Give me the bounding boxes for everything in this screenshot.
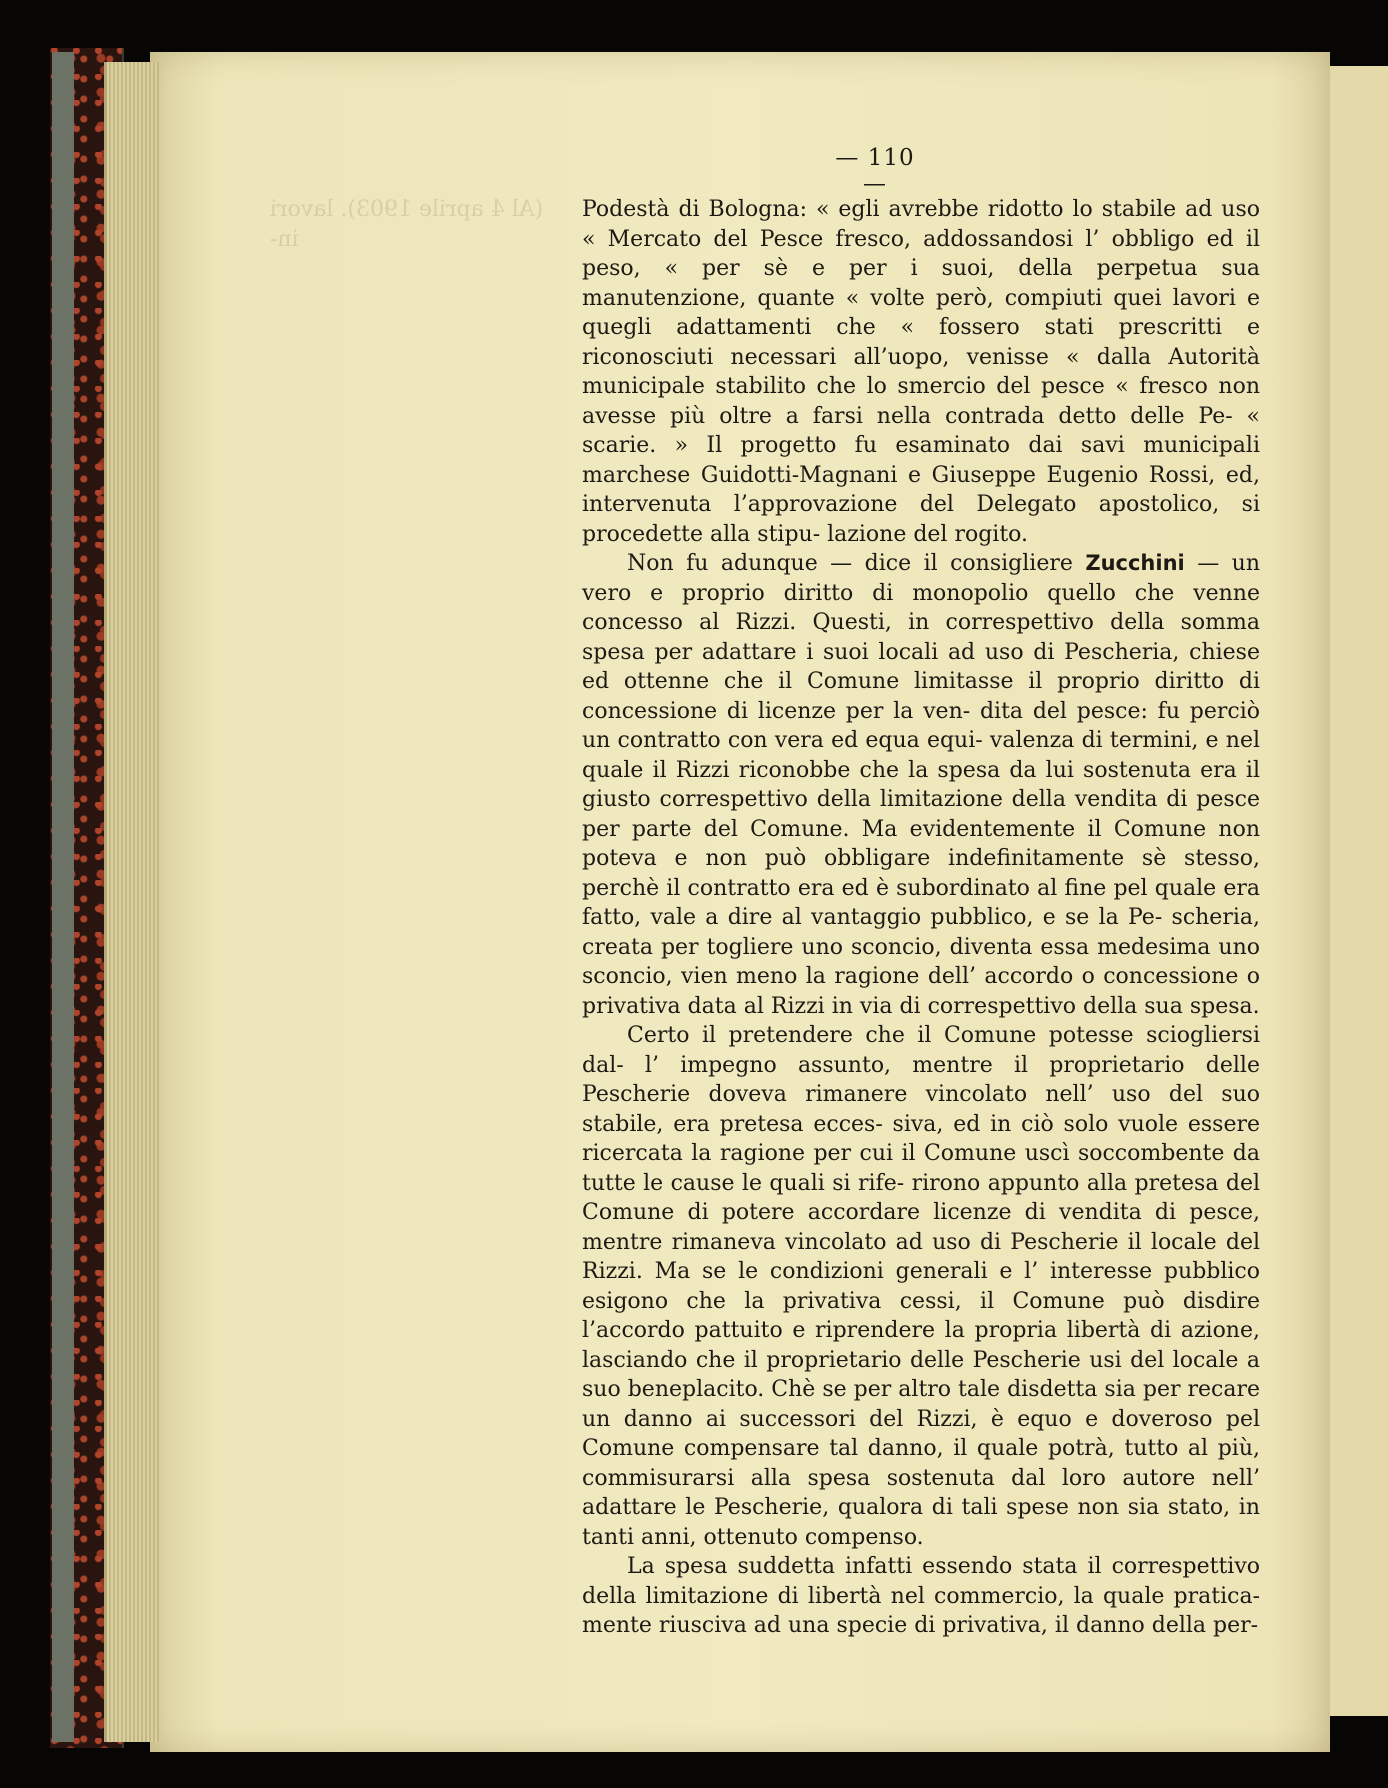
paragraph-text: Podestà di Bologna: « egli avrebbe ridotto lo stabile ad uso « Mercato del Pesce fresco, addossandosi l’ obbligo ed il peso, « per sè e per i suoi, della perpetua sua manutenzione, quante « volte però, compiuti quei lavori e quegli adattamenti che « fossero stati prescritti e riconosciuti necessari all’uopo, venisse « dalla Autorità municipale stabilito che lo smercio del pesce « fresco non avesse più oltre a farsi nella contrada detto delle Pe- « scarie. » Il progetto fu esaminato dai savi municipali marchese Guidotti-Magnani e Giuseppe Eugenio Rossi, ed, intervenuta l’approvazione del Delegato apostolico, si procedette alla stipu- lazione del rogito. [582,197,1260,547]
paragraph-text: La spesa suddetta infatti essendo stata il correspettivo della limitazione di libertà nel commercio, la quale pratica- mente riusciva ad una specie di privativa, il danno della per- [582,1554,1260,1638]
paragraph-2 [582,549,1260,1021]
paragraph-text: Certo il pretendere che il Comune potesse sciogliersi dal- l’ impegno assunto, mentre il proprietario delle Pescherie doveva rimanere vincolato nell’ uso del suo stabile, era pretesa ecces- siva, ed in ciò solo vuole essere ricercata la ragione per cui il Comune uscì soccombente da tutte le cause le quali si rife- rirono appunto alla pretesa del Comune di potere accordare licenze di vendita di pesce, mentre rimaneva vincolato ad uso di Pescherie il locale del Rizzi. Ma se le condizioni generali e l’ interesse pubblico esigono che la privativa cessi, il Comune può disdire l’accordo pattuito e riprendere la propria libertà di azione, lasciando che il proprietario delle Pescherie usi del locale a suo beneplacito. Chè se per altro tale disdetta sia per recare un danno ai successori del Rizzi, è equo e doveroso pel Comune compensare tal danno, il quale potrà, tutto al più, commisurarsi alla spesa sostenuta dal loro autore nell’ adattare le Pescherie, qualora di tali spese non sia stato, in tanti anni, ottenuto compenso. [582,1023,1260,1550]
paragraph-text: Non fu adunque — dice il consigliere [627,551,1086,576]
page-stack-edge [104,62,159,1742]
page-number: — 110 — [835,145,915,197]
councillor-name: Zucchini [1085,551,1185,575]
paragraph-text-continued: — un vero e proprio diritto di monopolio quello che venne concesso al Rizzi. Questi, in correspettivo della somma spesa per adattare i suoi locali ad uso di Pescheria, chiese ed ottenne che il Comune limitasse il proprio diritto di concessione di licenze per la ven- dita del pesce: fu perciò un contratto con vera ed equa equi- valenza di termini, e nel quale il Rizzi riconobbe che la spesa da lui sostenuta era il giusto correspettivo della limitazione della vendita di pesce per parte del Comune. Ma evidentemente il Comune non poteva e non può obbligare indefinitamente sè stesso, perchè il contratto era ed è subordinato al fine pel quale era fatto, vale a dire al vantaggio pubblico, e se la Pe- scheria, creata per togliere uno sconcio, diventa essa medesima uno sconcio, vien meno la ragione dell’ accordo o concessione o privativa data al Rizzi in via di correspettivo della sua spesa. [582,551,1261,1019]
paragraph-3 [582,1021,1260,1552]
facing-page-edge [1328,66,1388,1716]
bleed-through-text: (Al 4 aprile 1903). lavori in- [270,197,544,252]
paragraph-4 [582,1552,1260,1641]
book-spine-cloth [52,52,74,1742]
paragraph-1 [582,195,1260,549]
body-text [582,195,1260,1641]
